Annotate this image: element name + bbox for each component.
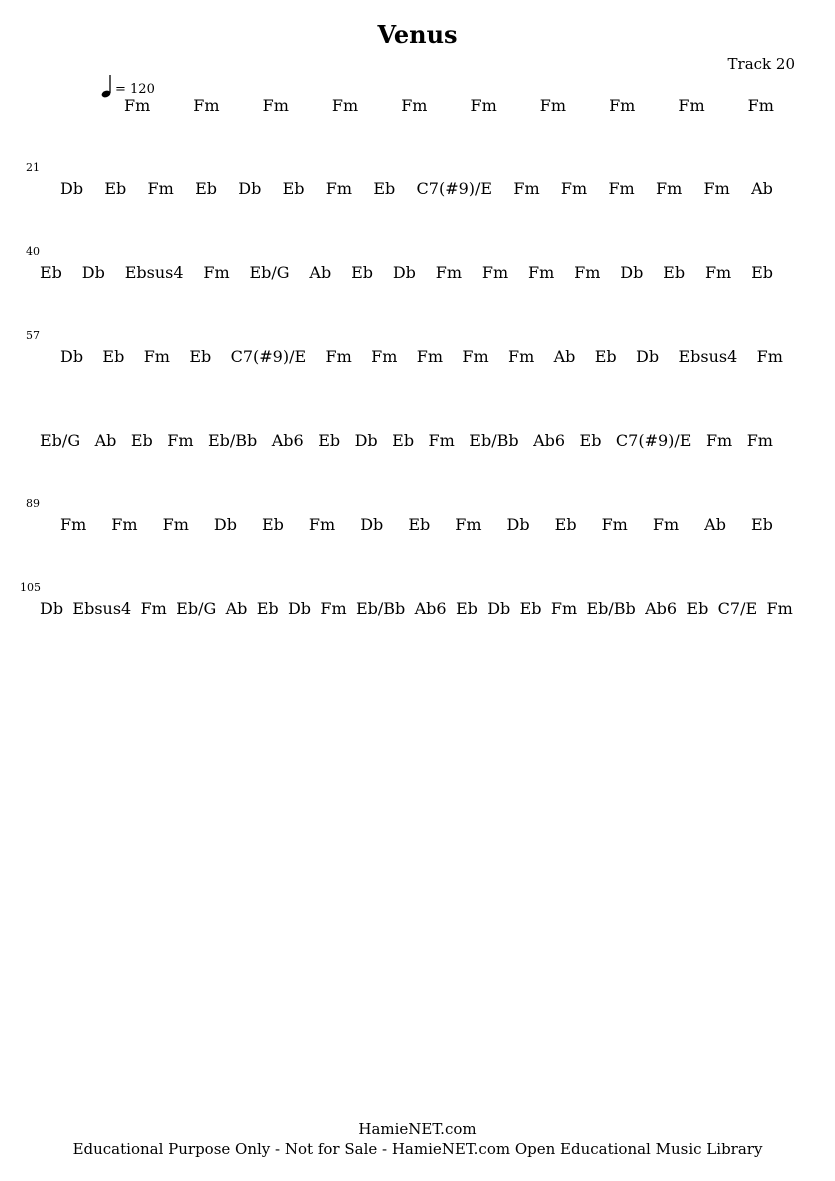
- chord-symbol: Ab6: [271, 431, 304, 450]
- chord-symbol: Fm: [167, 431, 194, 450]
- chord-symbol: Fm: [416, 347, 444, 366]
- chord-symbol: Eb: [373, 179, 396, 198]
- measure-number: 89: [26, 497, 40, 510]
- chord-symbol: Fm: [747, 96, 774, 115]
- chord-symbol: Db: [287, 599, 312, 618]
- chord-symbol: Fm: [308, 515, 336, 534]
- chord-symbol: Ebsus4: [72, 599, 132, 618]
- chord-symbol: Eb: [282, 179, 305, 198]
- chord-symbol: Eb: [408, 515, 431, 534]
- chord-symbol: Fm: [652, 515, 680, 534]
- chord-symbol: Eb: [261, 515, 284, 534]
- measure-number: 57: [26, 329, 40, 342]
- chord-symbol: C7/E: [717, 599, 758, 618]
- chord-symbol: Eb/Bb: [355, 599, 406, 618]
- track-label: Track 20: [727, 55, 795, 73]
- chord-symbol: Eb: [102, 347, 125, 366]
- chord-symbol: Eb: [750, 515, 773, 534]
- chord-line: [0, 161, 835, 203]
- chord-symbol: Fm: [60, 515, 87, 534]
- chord-symbol: Eb: [351, 263, 373, 282]
- chord-symbol: Ab6: [533, 431, 566, 450]
- chord-symbol: C7(#9)/E: [416, 179, 493, 198]
- footer-disclaimer: Educational Purpose Only - Not for Sale - HamieNET.com Open Educational Music Library: [72, 1140, 763, 1158]
- chord-symbol: Fm: [601, 515, 628, 534]
- chord-symbol: Fm: [325, 347, 352, 366]
- chord-symbol: Db: [213, 515, 237, 534]
- measure-number: 21: [26, 161, 40, 174]
- chord-symbol: Fm: [325, 179, 353, 198]
- chord-symbol: Ab: [704, 515, 726, 534]
- chord-symbol: Db: [487, 599, 511, 618]
- chord-symbol: Eb/G: [40, 431, 81, 450]
- chord-symbol: Fm: [470, 96, 497, 115]
- chord-symbol: Fm: [331, 96, 359, 115]
- chord-symbol: Fm: [550, 599, 578, 618]
- chord-symbol: Eb: [104, 179, 127, 198]
- chord-symbol: Db: [636, 347, 660, 366]
- chord-symbol: Fm: [435, 263, 463, 282]
- chord-symbol: Db: [60, 179, 84, 198]
- chord-symbol: Db: [392, 263, 416, 282]
- chord-symbol: Fm: [147, 179, 174, 198]
- chord-symbol: Eb: [594, 347, 617, 366]
- chord-symbol: Fm: [766, 599, 793, 618]
- chord-symbol: Eb: [195, 179, 217, 198]
- chord-symbol: Ab: [309, 263, 332, 282]
- chord-symbol: Fm: [746, 431, 773, 450]
- chord-symbol: Db: [620, 263, 644, 282]
- chord-symbol: Eb: [519, 599, 542, 618]
- chord-symbol: Eb: [686, 599, 709, 618]
- chord-symbol: Eb/G: [176, 599, 217, 618]
- chord-symbol: Eb/G: [249, 263, 290, 282]
- chord-symbol: Eb: [318, 431, 341, 450]
- chord-symbol: Fm: [203, 263, 230, 282]
- chord-symbol: Db: [360, 515, 384, 534]
- chord-symbol: Fm: [162, 515, 189, 534]
- chord-symbol: Fm: [140, 599, 167, 618]
- chord-symbol: Fm: [320, 599, 347, 618]
- chord-symbol: Ab: [94, 431, 117, 450]
- chord-symbol: Fm: [704, 263, 732, 282]
- chord-symbol: Fm: [608, 179, 635, 198]
- chord-symbol: Db: [354, 431, 378, 450]
- chord-symbol: Db: [506, 515, 530, 534]
- chord-symbol: Ab: [553, 347, 576, 366]
- chord-symbol: Fm: [481, 263, 509, 282]
- chord-symbol: Fm: [539, 96, 567, 115]
- chord-symbol: Db: [81, 263, 105, 282]
- chord-symbol: Fm: [656, 179, 683, 198]
- chord-symbol: Fm: [574, 263, 601, 282]
- chord-symbol: Eb: [189, 347, 212, 366]
- chord-symbol: Fm: [678, 96, 705, 115]
- chord-symbol: Fm: [462, 347, 489, 366]
- chord-symbol: Eb: [455, 599, 478, 618]
- chord-symbol: Eb/Bb: [469, 431, 519, 450]
- chord-symbol: Db: [60, 347, 84, 366]
- chord-symbol: Fm: [513, 179, 540, 198]
- chord-symbol: Ab: [225, 599, 248, 618]
- chord-symbol: Eb: [40, 263, 62, 282]
- chord-symbol: Eb: [256, 599, 279, 618]
- chord-symbol: Eb/Bb: [207, 431, 258, 450]
- chord-symbol: Fm: [455, 515, 482, 534]
- chord-symbol: C7(#9)/E: [230, 347, 307, 366]
- chord-symbol: Fm: [705, 431, 733, 450]
- chord-symbol: C7(#9)/E: [615, 431, 692, 450]
- chord-line: [0, 497, 835, 539]
- chord-symbol: Ab: [751, 179, 773, 198]
- chord-symbol: Fm: [528, 263, 555, 282]
- chord-line: [0, 431, 835, 455]
- chord-symbol: Fm: [560, 179, 588, 198]
- chord-symbol: Fm: [371, 347, 398, 366]
- chord-symbol: Fm: [143, 347, 170, 366]
- chord-symbol: Eb: [392, 431, 415, 450]
- chord-symbol: Db: [40, 599, 64, 618]
- chord-line: [0, 96, 835, 120]
- footer-site: HamieNET.com: [358, 1120, 477, 1138]
- chord-symbol: Fm: [401, 96, 428, 115]
- chord-line: [0, 329, 835, 371]
- measure-number: 40: [26, 245, 40, 258]
- chord-symbol: Eb/Bb: [586, 599, 636, 618]
- chord-symbol: Eb: [579, 431, 602, 450]
- chord-line: [0, 581, 835, 623]
- chord-symbol: Eb: [130, 431, 153, 450]
- chord-symbol: Fm: [756, 347, 783, 366]
- tempo-value: = 120: [115, 82, 155, 97]
- chord-symbol: Eb: [751, 263, 773, 282]
- chord-symbol: Eb: [663, 263, 686, 282]
- chord-symbol: Fm: [262, 96, 289, 115]
- chord-line: [0, 245, 835, 287]
- chord-symbol: Ab6: [645, 599, 678, 618]
- chord-symbol: Ebsus4: [678, 347, 738, 366]
- chord-symbol: Fm: [111, 515, 138, 534]
- chord-symbol: Fm: [124, 96, 151, 115]
- chord-symbol: Fm: [193, 96, 220, 115]
- chord-symbol: Fm: [507, 347, 535, 366]
- song-title: Venus: [377, 20, 458, 49]
- chord-symbol: Db: [238, 179, 262, 198]
- chord-symbol: Eb: [554, 515, 577, 534]
- chord-symbol: Ebsus4: [124, 263, 184, 282]
- chord-symbol: Fm: [703, 179, 730, 198]
- chord-symbol: Fm: [609, 96, 636, 115]
- measure-number: 105: [20, 581, 41, 594]
- chord-symbol: Fm: [428, 431, 455, 450]
- chord-symbol: Ab6: [414, 599, 447, 618]
